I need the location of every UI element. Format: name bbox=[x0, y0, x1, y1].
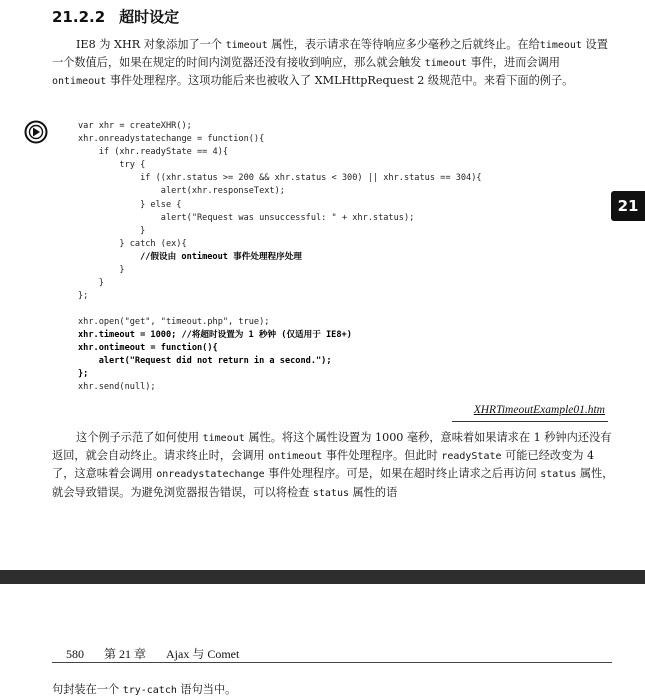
code-term: timeout bbox=[202, 433, 245, 444]
code-line: if ((xhr.status >= 200 && xhr.status < 300) || xhr.status == 304){ bbox=[78, 173, 482, 184]
text-run: 事件处理程序。但此时 bbox=[322, 449, 442, 463]
text-run: 设置一个数值后，如果在规定的时间内浏览器还没有接收到响应，那么就会触发 bbox=[52, 38, 608, 70]
code-line-bold: alert("Request did not return in a second."); bbox=[78, 356, 332, 367]
code-line: } bbox=[78, 278, 104, 289]
code-term: onreadystatechange bbox=[156, 469, 265, 481]
code-term: readyState bbox=[441, 451, 502, 463]
code-listing-2 bbox=[78, 316, 352, 395]
text-run: 属性，就会导致错误。为避免浏览器报告错误，可以将检查 bbox=[52, 467, 614, 499]
filename-rule bbox=[452, 421, 608, 422]
page-break-band bbox=[0, 570, 645, 584]
footer-rule bbox=[52, 662, 612, 663]
code-line: xhr.onreadystatechange = function(){ bbox=[78, 134, 265, 145]
text-run: 事件处理程序。可是，如果在超时终止请求之后再访问 bbox=[264, 467, 541, 481]
run-example-icon bbox=[24, 120, 48, 144]
code-line: xhr.send(null); bbox=[78, 382, 156, 393]
text-run: 这个例子示范了如何使用 bbox=[76, 431, 203, 444]
code-line-bold: xhr.timeout = 1000; //将超时设置为 1 秒钟 (仅适用于 IE8+) bbox=[78, 330, 352, 341]
text-run: 事件处理程序。这项功能后来也被收入了 XMLHttpRequest 2 级规范中。来看下面的例子。 bbox=[106, 74, 574, 88]
text-run: 事件，进而会调用 bbox=[466, 56, 560, 70]
code-term: timeout bbox=[424, 58, 467, 70]
chapter-tab: 21 bbox=[611, 191, 645, 221]
code-term: ontimeout bbox=[268, 451, 323, 463]
page-number: 580 bbox=[66, 647, 84, 661]
code-listing-1 bbox=[78, 120, 482, 303]
text-run: 句封装在一个 bbox=[52, 683, 123, 696]
page-footer bbox=[66, 645, 259, 662]
code-line: } bbox=[78, 225, 146, 236]
section-heading bbox=[52, 6, 179, 27]
code-line-bold: }; bbox=[78, 369, 89, 380]
chapter-label: 第 21 章 bbox=[104, 647, 147, 661]
code-line: }; bbox=[78, 291, 89, 302]
code-line: } catch (ex){ bbox=[78, 238, 187, 249]
code-line: xhr.open("get", "timeout.php", true); bbox=[78, 317, 270, 327]
code-line: try { bbox=[78, 160, 146, 171]
intro-paragraph bbox=[52, 36, 614, 91]
code-term: try-catch bbox=[122, 685, 177, 696]
text-run: 属性的语 bbox=[349, 485, 398, 499]
code-term: status bbox=[312, 487, 349, 499]
text-run: 语句当中。 bbox=[176, 683, 237, 696]
code-line: } bbox=[78, 265, 125, 276]
text-run: 属性。将这个属性设置为 1000 毫秒，意味着如果请求在 1 秒钟内还没有返回，就会自动终止。请求终止时，会调用 bbox=[52, 431, 612, 463]
code-line: if (xhr.readyState == 4){ bbox=[78, 147, 229, 158]
chapter-title: Ajax 与 Comet bbox=[166, 647, 240, 661]
continued-text bbox=[52, 681, 236, 697]
section-title: 超时设定 bbox=[119, 8, 180, 26]
section-number: 21.2.2 bbox=[52, 8, 106, 26]
code-comment-line: //假设由 ontimeout 事件处理程序处理 bbox=[78, 251, 302, 262]
code-line: var xhr = createXHR(); bbox=[78, 121, 192, 131]
text-run: 属性，表示请求在等待响应多少毫秒之后就终止。在给 bbox=[267, 38, 540, 51]
code-line: alert(xhr.responseText); bbox=[78, 186, 285, 197]
explanation-paragraph bbox=[52, 429, 614, 502]
code-line: alert("Request was unsuccessful: " + xhr.status); bbox=[78, 212, 415, 223]
code-term: status bbox=[540, 469, 577, 481]
text-run: 可能已经改变为 4 了，这意味着会调用 bbox=[52, 449, 595, 481]
code-term: timeout bbox=[539, 40, 582, 51]
code-term: ontimeout bbox=[52, 76, 107, 88]
code-line: } else { bbox=[78, 199, 182, 210]
text-run: IE8 为 XHR 对象添加了一个 bbox=[76, 38, 226, 51]
code-term: timeout bbox=[225, 40, 268, 51]
code-line-bold: xhr.ontimeout = function(){ bbox=[78, 343, 218, 354]
example-filename: XHRTimeoutExample01.htm bbox=[473, 404, 605, 416]
